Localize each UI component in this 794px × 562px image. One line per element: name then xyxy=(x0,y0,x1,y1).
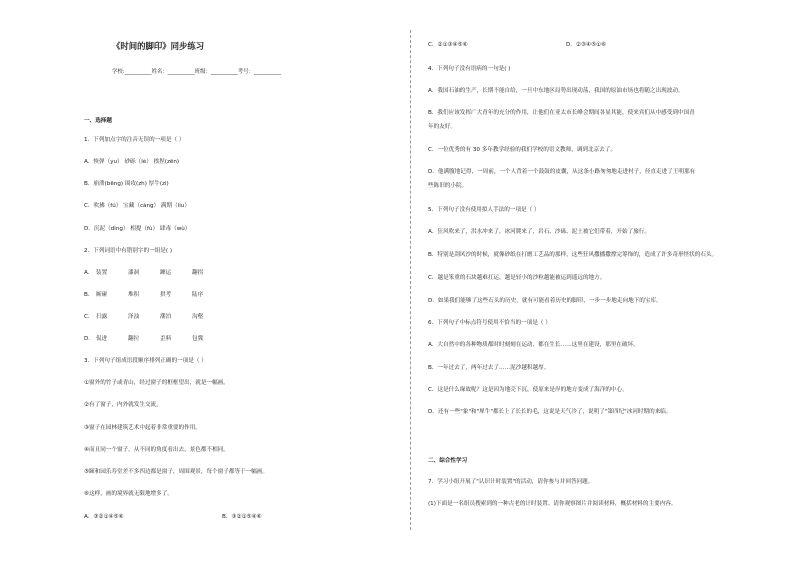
q4-stem: 4．下列句子没有语病的一句是( ) xyxy=(428,66,511,72)
option-word: 泽浊 xyxy=(128,314,140,320)
option-word: 扫露 xyxy=(96,314,108,320)
option-word: 翻拉 xyxy=(128,336,140,342)
option-word: 陆序 xyxy=(192,292,204,298)
q6-option-c: C．这是什么缘故呢？这是因为地壳下沉，使原来是岸的地方变成了海洋的中心。 xyxy=(428,387,628,393)
option-word: 厮碰 xyxy=(96,292,108,298)
q3-option-a: A．③②①④⑤⑥ xyxy=(84,514,124,520)
q3-sentence-1: ①窗外的竹子或青山，经过窗子的框框望出，就是一幅画。 xyxy=(84,380,229,386)
page-title: 《时间的脚印》同步练习 xyxy=(112,41,205,51)
q6-option-b: B．一年过去了，两年过去了……泥沙越积越厚。 xyxy=(428,365,550,371)
q4-option-c: C．一位优秀的有 30 多年教学经验的我们学校的语文教师，调到北京去了。 xyxy=(428,147,616,153)
q4-option-d-line2: 些陈旧的小院。 xyxy=(428,183,468,189)
q6-stem: 6．下列句子中标点符号使用不恰当的一项是（ ） xyxy=(428,320,551,326)
option-word: 装置 xyxy=(96,270,108,276)
option-word: 漆洞 xyxy=(128,270,140,276)
q3-sentence-3: ③窗子在园林建筑艺术中起着非常重要的作用。 xyxy=(84,425,201,431)
option-word: 包冀 xyxy=(192,336,204,342)
q1-option-c: C．吹拂（fú） 宝藏（cáng） 满期（liu） xyxy=(84,203,190,209)
q1-option-b: B．崩溃(bēng) 围攻(zh) 厚牛(zi) xyxy=(84,181,169,187)
q1-option-a: A．恢弹（yu） 砂砾（lè） 挨捏(zēn) xyxy=(84,159,180,165)
q6-option-a: A．大自然中的各种物质都时时刻刻在运动，都在生长……这里在建设，那里在破坏。 xyxy=(428,342,639,348)
option-word: 沟壑 xyxy=(192,314,204,320)
q5-stem: 5．下列句子没有使用拟人手法的一项是（ ） xyxy=(428,207,540,213)
q7-sub1: (1)下面是一名组员搜索到的一种古老的计时装置。请你观察图片并阅读材料，概括材料的主要内容。 xyxy=(428,501,677,507)
option-label: A． xyxy=(84,270,94,276)
q4-option-d-line1: D．他满腹地记得，一周前，一个人背着一个鼓鼓的皮囊，从这条小路匆匆地走进村子，径直走进了王明那有 xyxy=(428,169,696,175)
q1-stem: 1．下列加点字的注音无误的一项是（ ） xyxy=(84,137,185,143)
section-heading-integrated: 二、综合性学习 xyxy=(428,458,468,464)
q5-option-a: A．狂风吹来了，洪水冲来了，冰河爬来了，岩石、沙砾、泥土被它们带着，开始了旅行。 xyxy=(428,229,650,235)
q3-stem: 3．下列句子组成语段顺序排列正确的一项是（ ） xyxy=(84,358,207,364)
option-word: 潮泊 xyxy=(160,314,172,320)
option-word: 翻拐 xyxy=(192,270,204,276)
q2-option-c xyxy=(84,313,224,321)
column-divider xyxy=(410,30,411,530)
q3-option-d: D．②③④⑤①⑥ xyxy=(566,42,606,48)
option-word: 拱考 xyxy=(160,292,172,298)
q3-sentence-4: ④而且同一个窗子，从不同的角度看出去，景色都不相同。 xyxy=(84,447,229,453)
option-label: C． xyxy=(84,314,94,320)
section-heading-choice: 一、选择题 xyxy=(84,118,112,124)
option-word: 蹿运 xyxy=(160,270,172,276)
q2-option-d xyxy=(84,335,224,343)
q5-option-d: D．如果我们能够了这些石头的历史，就有可能看着历史的脚印，一步一步地走向地下的宝库。 xyxy=(428,298,662,304)
student-info-line: 学校:__________姓名：__________班级：__________考号：__________ xyxy=(112,69,281,75)
q3-sentence-5: ⑤颐和园乐寿堂差不多四边都是窗子，周围观景，每个窗子都等于一幅画。 xyxy=(84,469,269,475)
q7-stem: 7．学习小组开展了"认识计时装置"的活动，请你参与并回答问题。 xyxy=(428,479,594,485)
q4-option-a: A．我国石油的生产，长期不能自给，一旦中东地区局势出现动荡，我国的原油市场也将随之出现波动。 xyxy=(428,88,684,94)
q4-option-b-line2: 年的友好。 xyxy=(428,124,456,130)
q3-sentence-6: ⑥这样，画的境界就无限地增多了。 xyxy=(84,491,173,497)
q2-stem: 2．下列词语中有错别字的一组是( ) xyxy=(84,248,173,254)
q4-option-b-line1: B．我们应该发挥广大青年的充分的作用，让他们在亚太市长峰会期间各显其能，使来宾们从中感受到中国青 xyxy=(428,110,695,116)
q3-option-c: C．②①③④⑤⑥ xyxy=(428,42,468,48)
q3-sentence-2: ②有了窗子，内外就发生交流。 xyxy=(84,402,162,408)
option-word: 歪料 xyxy=(160,336,172,342)
option-word: 堆积 xyxy=(128,292,140,298)
option-label: D． xyxy=(84,336,94,342)
option-label: B． xyxy=(84,292,94,298)
q3-option-b: B．③②①⑤④⑥ xyxy=(222,514,262,520)
q5-option-c: C．越是笨重的石块越难扛运，越是轻小的沙粒越能被运到遥远的地方。 xyxy=(428,275,606,281)
q2-option-a xyxy=(84,269,224,277)
q6-option-d: D．还有一些"象"和"犀牛"都长上了长长的毛，这说是天气冷了，说明了"第四纪"冰河时期的来临。 xyxy=(428,409,672,415)
option-word: 侃进 xyxy=(96,336,108,342)
q5-option-b: B．特别是刮风沙的时候，就像砂纸在打磨工艺品的那样，这些狂风撒播撒撑完筹饰的，造成了许多奇形怪状的石头。 xyxy=(428,252,718,258)
q1-option-d: D．沉泥（dìng） 相提（fù） 肆毒（wù） xyxy=(84,226,191,232)
q2-option-b xyxy=(84,291,224,299)
